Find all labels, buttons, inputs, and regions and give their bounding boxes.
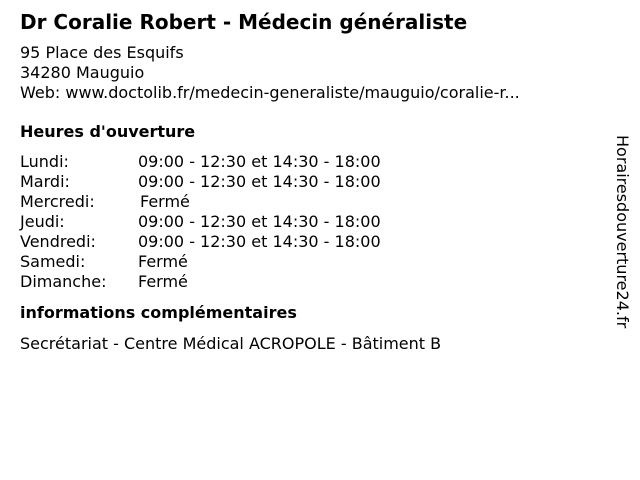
website-link[interactable]: Web: www.doctolib.fr/medecin-generaliste/mauguio/coralie-r... <box>20 83 520 102</box>
address-block <box>20 43 590 103</box>
site-watermark: Horairesdouverture24.fr <box>613 135 632 329</box>
day-label: Samedi: <box>20 252 86 271</box>
day-label: Lundi: <box>20 152 69 171</box>
day-hours: Fermé <box>138 272 188 291</box>
address-street: 95 Place des Esquifs <box>20 43 184 62</box>
day-hours: Fermé <box>138 252 188 271</box>
day-label: Mardi: <box>20 172 70 191</box>
additional-info-text: Secrétariat - Centre Médical ACROPOLE - Bâtiment B <box>20 334 442 353</box>
opening-hours-table <box>20 152 590 292</box>
hours-row-wednesday <box>20 192 590 212</box>
day-label: Dimanche: <box>20 272 107 291</box>
hours-row-thursday <box>20 212 590 232</box>
doctor-card <box>20 8 590 354</box>
hours-row-monday <box>20 152 590 172</box>
day-hours: 09:00 - 12:30 et 14:30 - 18:00 <box>138 172 381 191</box>
opening-hours-heading: Heures d'ouverture <box>20 122 196 141</box>
hours-row-friday <box>20 232 590 252</box>
day-hours: 09:00 - 12:30 et 14:30 - 18:00 <box>138 212 381 231</box>
page-title: Dr Coralie Robert - Médecin généraliste <box>20 10 468 34</box>
day-label: Mercredi: <box>20 192 95 211</box>
hours-row-tuesday <box>20 172 590 192</box>
day-hours: Fermé <box>140 192 190 211</box>
hours-row-sunday <box>20 272 590 292</box>
day-hours: 09:00 - 12:30 et 14:30 - 18:00 <box>138 152 381 171</box>
day-hours: 09:00 - 12:30 et 14:30 - 18:00 <box>138 232 381 251</box>
additional-info-heading: informations complémentaires <box>20 303 297 322</box>
day-label: Vendredi: <box>20 232 96 251</box>
address-city: 34280 Mauguio <box>20 63 145 82</box>
day-label: Jeudi: <box>20 212 65 231</box>
hours-row-saturday <box>20 252 590 272</box>
